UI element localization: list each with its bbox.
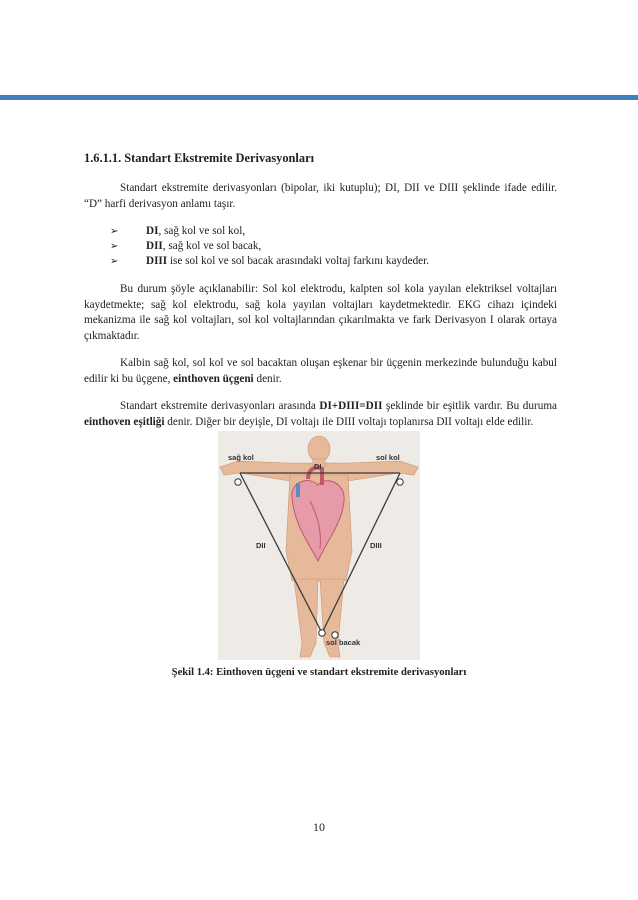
- arrow-bullet-icon: ➢: [110, 226, 119, 237]
- term-einthoven-law: einthoven eşitliği: [84, 415, 165, 428]
- lead-3-label: DIII: [370, 541, 382, 550]
- lead-2-label: DII: [256, 541, 266, 550]
- lead-1-label: DI: [314, 462, 322, 471]
- document-body: [84, 150, 557, 442]
- left-arm-electrode-icon: [397, 479, 403, 485]
- lead-term: DI: [146, 225, 159, 237]
- lead-description: ise sol kol ve sol bacak arasındaki voltaj farkını kaydeder.: [167, 255, 430, 267]
- text-run: denir.: [253, 372, 282, 385]
- right-arm-label: sağ kol: [228, 453, 254, 462]
- lead-term: DIII: [146, 255, 168, 267]
- left-arm-label: sol kol: [376, 453, 400, 462]
- text-run: denir. Diğer bir deyişle, DI voltajı ile DIII voltajı toplanırsa DII voltajı elde edilir.: [164, 415, 534, 428]
- einthoven-figure: [218, 431, 420, 660]
- figure-caption: Şekil 1.4: Einthoven üçgeni ve standart ekstremite derivasyonları: [171, 667, 467, 678]
- paragraph-2: Bu durum şöyle açıklanabilir: Sol kol elektrodu, kalpten sol kola yayılan elektriksel voltajları kaydetmekte; sağ kol elektrodu, sağ kola yayılan voltajları kaydetmektedir. EKG cihazı içindeki mekanizma ile sağ kol voltajları, sol kol voltajlarından çıkarılmakta ve fark Derivasyon I olarak ortaya çıkmaktadır.: [84, 283, 557, 342]
- list-item: [110, 239, 557, 254]
- left-leg-electrode-icon: [319, 630, 325, 636]
- text-run: Kalbin sağ kol, sol kol ve sol bacaktan oluşan eşkenar bir üçgenin merkezinde bulunduğu kabul edilir ki bu üçgene,: [84, 357, 557, 385]
- page-number: 10: [313, 820, 325, 834]
- paragraph-3: [84, 356, 557, 387]
- right-arm-electrode-icon: [235, 479, 241, 485]
- paragraph-1: Standart ekstremite derivasyonları (bipolar, iki kutuplu); DI, DII ve DIII şeklinde ifade edilir. “D” harfi derivasyon anlamı taşır.: [84, 182, 557, 210]
- left-leg-label: sol bacak: [326, 638, 361, 647]
- text-run: şeklinde bir eşitlik vardır. Bu duruma: [382, 400, 557, 412]
- arrow-bullet-icon: ➢: [110, 256, 119, 267]
- lead-list: [84, 224, 557, 269]
- paragraph-4: [84, 399, 557, 430]
- list-item: [110, 224, 557, 239]
- lead-description: , sağ kol ve sol bacak,: [162, 240, 262, 252]
- lead-description: , sağ kol ve sol kol,: [158, 225, 246, 237]
- equation: DI+DIII=DII: [319, 400, 383, 412]
- section-heading: 1.6.1.1. Standart Ekstremite Derivasyonları: [84, 151, 315, 165]
- lead-term: DII: [146, 240, 163, 252]
- arrow-bullet-icon: ➢: [110, 241, 119, 252]
- text-run: Standart ekstremite derivasyonları arasında: [120, 400, 320, 412]
- einthoven-illustration: [218, 431, 420, 660]
- header-rule: [0, 95, 638, 100]
- list-item: [110, 254, 557, 269]
- term-einthoven-triangle: einthoven üçgeni: [173, 372, 254, 385]
